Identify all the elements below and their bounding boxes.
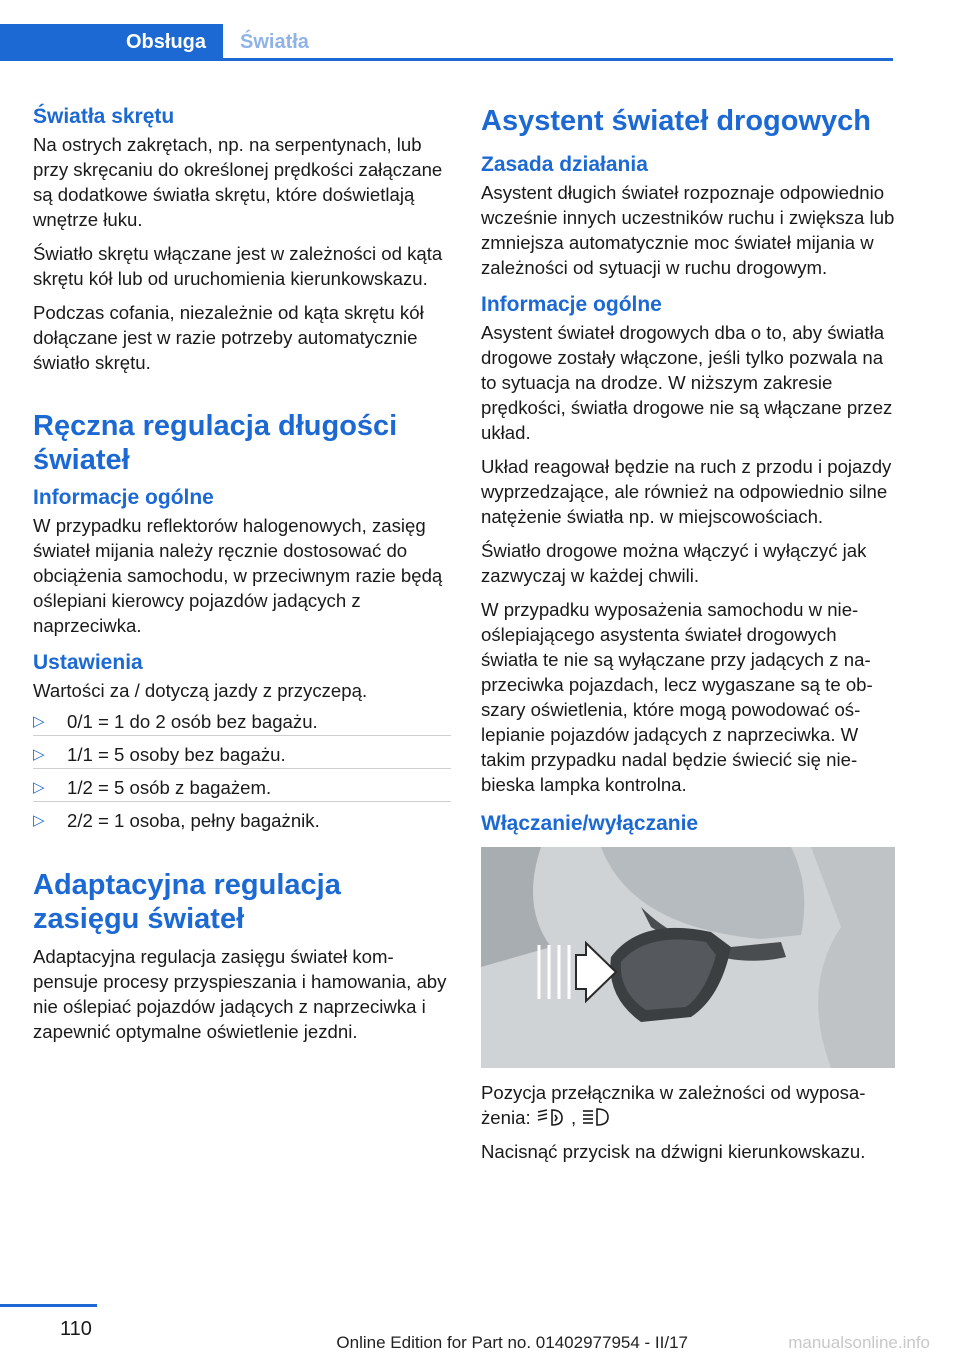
page-number: 110	[60, 1318, 92, 1340]
high-beam-assistant-icon	[536, 1107, 566, 1127]
edition-text: Online Edition for Part no. 01402977954 - II/17	[336, 1333, 688, 1352]
paragraph: Na ostrych zakrętach, np. na serpentynach, lub przy skręcaniu do określonej prędkości załączane są dodatkowe światła skrętu, które doświetlają wnętrze łuku.	[33, 134, 443, 230]
header-bar	[0, 24, 893, 61]
section-title-manual-range: Ręczna regulacja długości świateł	[33, 410, 398, 476]
list-item: ▷ 1/2 = 5 osób z bagażem.	[33, 769, 451, 802]
list-item: ▷ 1/1 = 5 osoby bez bagażu.	[33, 736, 451, 769]
left-column	[33, 104, 451, 1053]
paragraph: Adaptacyjna regulacja zasięgu świateł kompensuje procesy przyspieszania i hamowania, aby nie oślepiać pojazdów jadących z naprzeciwka i zapewnić optymalne oświetlenie jezdni.	[33, 946, 447, 1042]
watermark-logo: manualsonline.info	[788, 1333, 930, 1352]
header-rule	[0, 58, 893, 61]
paragraph: Światło drogowe można włączyć i wyłączyć jak zazwyczaj w każdej chwili.	[481, 540, 867, 586]
chapter-tab[interactable]: Światła	[240, 31, 309, 53]
paragraph: Nacisnąć przycisk na dźwigni kierunkowskazu.	[481, 1141, 866, 1162]
triangle-bullet-icon: ▷	[33, 812, 45, 829]
paragraph: W przypadku wyposażenia samochodu w nieoślepiającego asystenta świateł drogowych światła te nie są wyłączane przy jadących z naprzeciwka pojazdach, lecz wygaszane są te obszary oświetlenia, które mogą powodować oślepianie pojazdów jadących z naprzeciwka. W takim przypadku nadal będzie świecić się niebieska lampka kontrolna.	[481, 599, 873, 795]
paragraph: W przypadku reflektorów halogenowych, zasięg świateł mijania należy ręcznie dostosować do obciążenia samochodu, w przeciwnym razie będą oślepiani kierowcy pojazdów jadących z naprzeciwka.	[33, 515, 443, 636]
subtitle-on-off: Włączanie/wyłączanie	[481, 812, 699, 835]
paragraph: Asystent długich świateł rozpoznaje odpowiednio wcześnie innych uczestników ruchu i zwiększa lub zmniejsza automatycznie moc świateł mijania w zależności od sytuacji w ruchu drogowym.	[481, 182, 895, 278]
turn-signal-lever-photo	[481, 847, 895, 1068]
section-title-high-beam-assistant: Asystent świateł drogowych	[481, 105, 871, 137]
settings-list	[33, 703, 451, 834]
list-item: ▷ 2/2 = 1 osoba, pełny bagażnik.	[33, 810, 320, 831]
subtitle-principle: Zasada działania	[481, 153, 648, 176]
paragraph: Układ reagował będzie na ruch z przodu i pojazdy wyprzedzające, ale również na odpowiednio silne natężenie światła np. w miejscowościach.	[481, 456, 892, 527]
paragraph: Światło skrętu włączane jest w zależności od kąta skrętu kół lub od uruchomienia kierunkowskazu.	[33, 243, 443, 289]
paragraph: Wartości za / dotyczą jazdy z przyczepą.	[33, 680, 368, 701]
section-title-turn-lights: Światła skrętu	[33, 105, 175, 128]
section-tab[interactable]: Obsługa	[0, 24, 223, 61]
section-title-adaptive-range: Adaptacyjna regulacja zasięgu świateł	[33, 869, 341, 935]
subtitle-general-info: Informacje ogólne	[33, 486, 214, 509]
footer-rule	[0, 1304, 97, 1307]
right-column	[481, 104, 895, 1173]
figure-caption: Pozycja przełącznika w zależności od wyposażenia: ,	[481, 1082, 866, 1128]
list-item: ▷ 0/1 = 1 do 2 osób bez bagażu.	[33, 703, 451, 736]
subtitle-settings: Ustawienia	[33, 651, 143, 674]
paragraph: Podczas cofania, niezależnie od kąta skrętu kół dołączane jest w razie potrzeby automatycznie światło skrętu.	[33, 302, 424, 373]
triangle-bullet-icon: ▷	[33, 746, 45, 763]
triangle-bullet-icon: ▷	[33, 779, 45, 796]
subtitle-general-info: Informacje ogólne	[481, 293, 662, 316]
triangle-bullet-icon: ▷	[33, 713, 45, 730]
high-beam-icon	[581, 1107, 611, 1127]
paragraph: Asystent świateł drogowych dba o to, aby światła drogowe zostały włączone, jeśli tylko pozwala na to sytuacja na drodze. W niższym zakresie prędkości, światła drogowe nie są włączane przez układ.	[481, 322, 893, 443]
